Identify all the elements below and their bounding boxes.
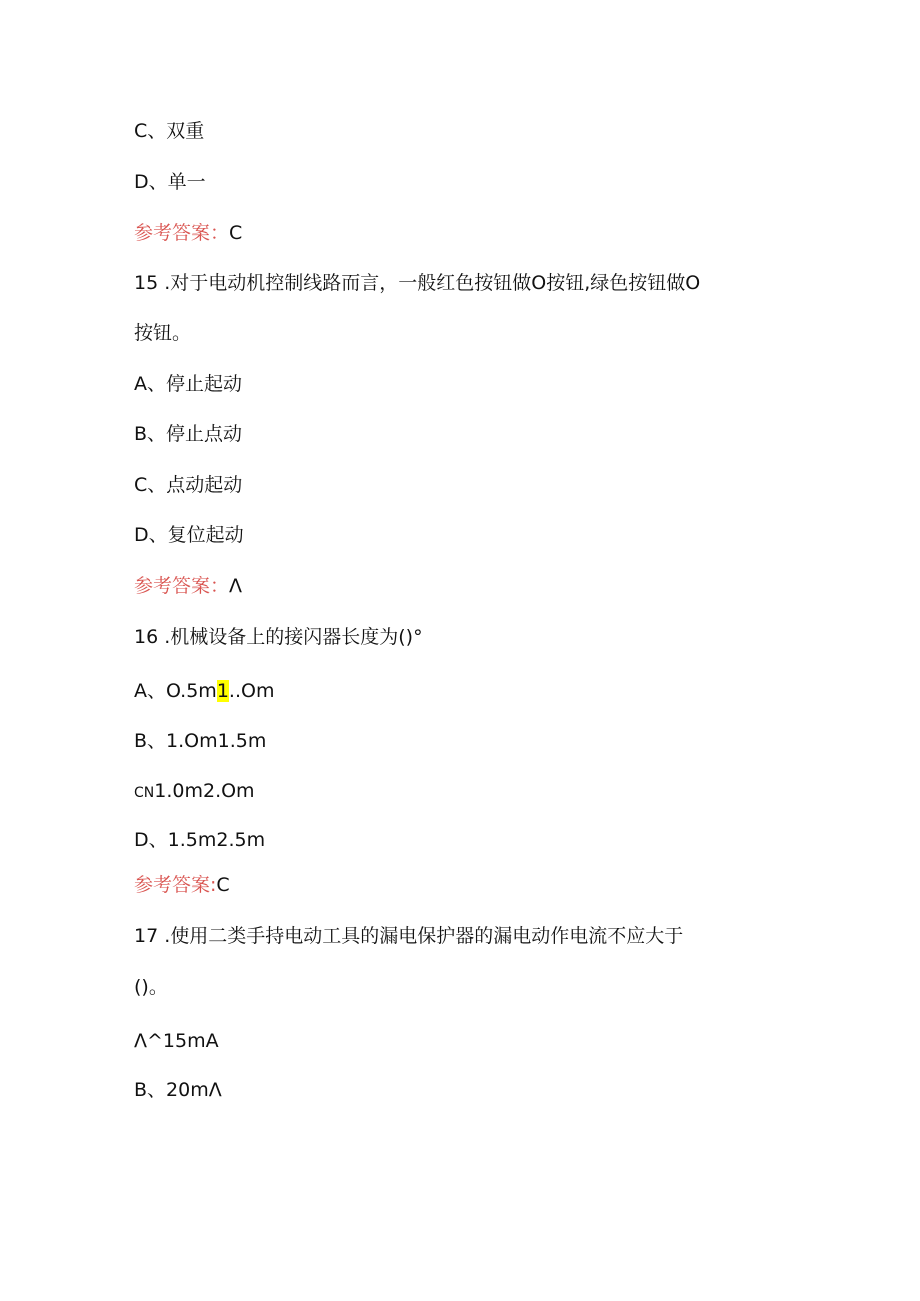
option-a-post: ..Om bbox=[228, 680, 275, 702]
highlighted-text: 1 bbox=[216, 680, 229, 702]
q17-option-a: Λ^15mA bbox=[134, 1030, 219, 1052]
q17-option-b: B、20mΛ bbox=[134, 1079, 222, 1101]
q16-stem: 16 .机械设备上的接闪器长度为()° bbox=[134, 626, 423, 648]
q17-stem-line1: 17 .使用二类手持电动工具的漏电保护器的漏电动作电流不应大于 bbox=[134, 925, 684, 947]
q14-option-c: C、双重 bbox=[134, 120, 205, 142]
q16-option-c bbox=[134, 778, 255, 806]
q15-stem-line2: 按钮。 bbox=[134, 322, 192, 344]
q14-answer bbox=[134, 220, 242, 246]
q16-answer bbox=[134, 872, 230, 898]
q16-option-a bbox=[134, 678, 274, 704]
q15-answer bbox=[134, 573, 242, 599]
q15-stem-line1: 15 .对于电动机控制线路而言，一般红色按钮做O按钮,绿色按钮做O bbox=[134, 272, 701, 294]
q17-stem-line2: ()。 bbox=[134, 976, 168, 998]
answer-value: C bbox=[229, 222, 243, 244]
option-c-text: 1.0m2.Om bbox=[154, 780, 255, 802]
option-a-pre: A、O.5m bbox=[134, 680, 217, 702]
answer-label: 参考答案： bbox=[134, 222, 230, 244]
answer-label: 参考答案： bbox=[134, 575, 230, 597]
answer-label: 参考答案: bbox=[134, 874, 217, 896]
answer-value: C bbox=[216, 874, 230, 896]
option-c-prefix: CN bbox=[134, 785, 155, 801]
answer-value: Λ bbox=[229, 575, 243, 597]
q16-option-d: D、1.5m2.5m bbox=[134, 829, 266, 851]
q14-option-d: D、单一 bbox=[134, 171, 206, 193]
q16-option-b: B、1.Om1.5m bbox=[134, 730, 267, 752]
q15-option-a: A、停止起动 bbox=[134, 373, 242, 395]
q15-option-b: B、停止点动 bbox=[134, 423, 243, 445]
q15-option-c: C、点动起动 bbox=[134, 474, 243, 496]
q15-option-d: D、复位起动 bbox=[134, 524, 244, 546]
